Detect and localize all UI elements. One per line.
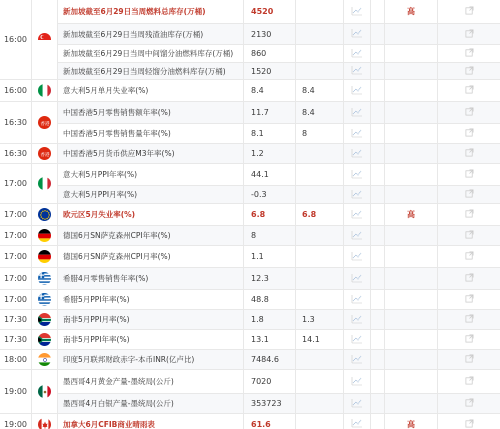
importance-badge [385, 246, 438, 267]
forecast-value [296, 370, 344, 393]
detail-link-cell[interactable] [438, 0, 500, 23]
spacer-cell [371, 330, 385, 349]
event-name[interactable]: 意大利5月单月失业率(%) [58, 80, 244, 101]
importance-badge [385, 144, 438, 163]
actual-value: 61.6 [244, 414, 296, 429]
country-flag-cell [32, 330, 58, 350]
table-row [0, 144, 500, 164]
line-chart-icon[interactable] [351, 273, 363, 285]
table-row [0, 24, 500, 45]
svg-text:香港: 香港 [40, 153, 50, 158]
table-row [0, 246, 500, 268]
event-time: 17:00 [0, 226, 32, 246]
country-flag-cell [32, 204, 58, 226]
event-name[interactable]: 墨西哥4月黄金产量-墨统局(公斤) [58, 370, 244, 393]
svg-text:香港: 香港 [40, 122, 50, 127]
event-name[interactable]: 中国香港5月零售销售量年率(%) [58, 124, 244, 143]
table-row [0, 414, 500, 429]
importance-badge [385, 394, 438, 413]
it-flag-icon [38, 177, 51, 190]
line-chart-icon[interactable] [351, 28, 363, 40]
external-link-icon[interactable] [465, 398, 474, 409]
actual-value: 1.1 [244, 246, 296, 267]
event-time: 17:00 [0, 268, 32, 290]
line-chart-icon[interactable] [351, 107, 363, 119]
event-time: 16:00 [0, 0, 32, 80]
importance-badge [385, 102, 438, 123]
event-name[interactable]: 南非5月PPI年率(%) [58, 330, 244, 349]
importance-badge [385, 226, 438, 245]
forecast-value [296, 0, 344, 23]
event-time: 17:00 [0, 290, 32, 310]
forecast-value [296, 186, 344, 203]
forecast-value: 6.8 [296, 204, 344, 225]
event-name[interactable]: 中国香港5月零售销售额年率(%) [58, 102, 244, 123]
importance-badge [385, 124, 438, 143]
table-row [0, 268, 500, 290]
chart-icon-cell[interactable] [344, 350, 371, 369]
external-link-icon[interactable] [465, 419, 474, 429]
country-flag-cell [32, 350, 58, 370]
event-time: 19:00 [0, 414, 32, 429]
line-chart-icon[interactable] [351, 294, 363, 306]
external-link-icon[interactable] [465, 66, 474, 77]
table-row [0, 45, 500, 63]
country-flag-cell [32, 0, 58, 80]
spacer-cell [371, 144, 385, 163]
table-row [0, 394, 500, 414]
spacer-cell [371, 226, 385, 245]
line-chart-icon[interactable] [351, 148, 363, 160]
external-link-icon[interactable] [465, 314, 474, 325]
importance-badge [385, 290, 438, 309]
actual-value: 44.1 [244, 164, 296, 185]
actual-value: 1.8 [244, 310, 296, 329]
event-name[interactable]: 新加坡截至6月29日当周中间馏分油燃料库存(万桶) [58, 45, 244, 62]
spacer-cell [371, 124, 385, 143]
table-row [0, 0, 500, 24]
detail-link-cell[interactable] [438, 24, 500, 44]
spacer-cell [371, 45, 385, 62]
detail-link-cell[interactable] [438, 290, 500, 309]
country-flag-cell [32, 310, 58, 330]
external-link-icon[interactable] [465, 6, 474, 17]
de-flag-icon [38, 229, 51, 242]
table-row [0, 226, 500, 246]
ca-flag-icon [38, 418, 51, 429]
chart-icon-cell[interactable] [344, 204, 371, 225]
spacer-cell [371, 394, 385, 413]
detail-link-cell[interactable] [438, 80, 500, 101]
chart-icon-cell[interactable] [344, 0, 371, 23]
forecast-value: 8.4 [296, 102, 344, 123]
chart-icon-cell[interactable] [344, 330, 371, 349]
actual-value: 8.4 [244, 80, 296, 101]
detail-link-cell[interactable] [438, 394, 500, 413]
country-flag-cell [32, 246, 58, 268]
detail-link-cell[interactable] [438, 226, 500, 245]
actual-value: 8 [244, 226, 296, 245]
hk-flag-icon [38, 147, 51, 160]
line-chart-icon[interactable] [351, 189, 363, 201]
event-time: 18:00 [0, 350, 32, 370]
table-row [0, 164, 500, 186]
event-time: 16:00 [0, 80, 32, 102]
external-link-icon[interactable] [465, 169, 474, 180]
line-chart-icon[interactable] [351, 48, 363, 60]
spacer-cell [371, 310, 385, 329]
eu-flag-icon [38, 208, 51, 221]
detail-link-cell[interactable] [438, 164, 500, 185]
table-row [0, 102, 500, 124]
external-link-icon[interactable] [465, 334, 474, 345]
spacer-cell [371, 164, 385, 185]
importance-badge [385, 310, 438, 329]
actual-value: 8.1 [244, 124, 296, 143]
line-chart-icon[interactable] [351, 65, 363, 77]
external-link-icon[interactable] [465, 354, 474, 365]
forecast-value [296, 63, 344, 79]
in-flag-icon [38, 353, 51, 366]
event-time: 16:30 [0, 102, 32, 144]
table-row [0, 350, 500, 370]
table-row [0, 204, 500, 226]
external-link-icon[interactable] [465, 107, 474, 118]
chart-icon-cell[interactable] [344, 310, 371, 329]
actual-value: 1.2 [244, 144, 296, 163]
actual-value: 11.7 [244, 102, 296, 123]
detail-link-cell[interactable] [438, 310, 500, 329]
forecast-value [296, 144, 344, 163]
country-flag-cell [32, 102, 58, 144]
table-row [0, 370, 500, 394]
forecast-value [296, 226, 344, 245]
event-name[interactable]: 新加坡截至6月29日当周燃料总库存(万桶) [58, 0, 244, 23]
forecast-value [296, 246, 344, 267]
forecast-value [296, 394, 344, 413]
za-flag-icon [38, 313, 51, 326]
chart-icon-cell[interactable] [344, 370, 371, 393]
line-chart-icon[interactable] [351, 376, 363, 388]
event-name[interactable]: 南非5月PPI月率(%) [58, 310, 244, 329]
detail-link-cell[interactable] [438, 204, 500, 225]
event-time: 17:30 [0, 310, 32, 330]
event-name[interactable]: 墨西哥4月白银产量-墨统局(公斤) [58, 394, 244, 413]
detail-link-cell[interactable] [438, 350, 500, 369]
forecast-value [296, 164, 344, 185]
chart-icon-cell[interactable] [344, 246, 371, 267]
spacer-cell [371, 186, 385, 203]
external-link-icon[interactable] [465, 251, 474, 262]
chart-icon-cell[interactable] [344, 45, 371, 62]
detail-link-cell[interactable] [438, 246, 500, 267]
detail-link-cell[interactable] [438, 124, 500, 143]
external-link-icon[interactable] [465, 273, 474, 284]
forecast-value [296, 350, 344, 369]
actual-value: 4520 [244, 0, 296, 23]
country-flag-cell [32, 370, 58, 414]
forecast-value [296, 45, 344, 62]
actual-value: 1520 [244, 63, 296, 79]
gr-flag-icon [38, 272, 51, 285]
country-flag-cell [32, 164, 58, 204]
actual-value: 48.8 [244, 290, 296, 309]
external-link-icon[interactable] [465, 29, 474, 40]
country-flag-cell [32, 290, 58, 310]
detail-link-cell[interactable] [438, 414, 500, 429]
country-flag-cell [32, 80, 58, 102]
za-flag-icon [38, 333, 51, 346]
event-name[interactable]: 新加坡截至6月29日当周轻馏分油燃料库存(万桶) [58, 63, 244, 79]
event-name[interactable]: 希腊5月PPI年率(%) [58, 290, 244, 309]
event-name[interactable]: 意大利5月PPI年率(%) [58, 164, 244, 185]
chart-icon-cell[interactable] [344, 164, 371, 185]
spacer-cell [371, 350, 385, 369]
importance-badge [385, 63, 438, 79]
forecast-value [296, 290, 344, 309]
forecast-value: 8 [296, 124, 344, 143]
chart-icon-cell[interactable] [344, 186, 371, 203]
external-link-icon[interactable] [465, 48, 474, 59]
line-chart-icon[interactable] [351, 169, 363, 181]
spacer-cell [371, 102, 385, 123]
event-time: 17:00 [0, 246, 32, 268]
country-flag-cell [32, 144, 58, 164]
chart-icon-cell[interactable] [344, 102, 371, 123]
table-row [0, 310, 500, 330]
external-link-icon[interactable] [465, 128, 474, 139]
detail-link-cell[interactable] [438, 370, 500, 393]
importance-badge [385, 268, 438, 289]
mx-flag-icon [38, 385, 51, 398]
forecast-value: 14.1 [296, 330, 344, 349]
event-name[interactable]: 德国6月SN萨克森州CPI月率(%) [58, 246, 244, 267]
importance-badge: 高 [385, 204, 438, 225]
chart-icon-cell[interactable] [344, 63, 371, 79]
table-row [0, 186, 500, 204]
importance-badge [385, 45, 438, 62]
event-time: 16:30 [0, 144, 32, 164]
sg-flag-icon [38, 33, 51, 46]
country-flag-cell [32, 414, 58, 429]
spacer-cell [371, 80, 385, 101]
table-row [0, 63, 500, 80]
spacer-cell [371, 204, 385, 225]
external-link-icon[interactable] [465, 148, 474, 159]
country-flag-cell [32, 226, 58, 246]
actual-value: 353723 [244, 394, 296, 413]
line-chart-icon[interactable] [351, 85, 363, 97]
it-flag-icon [38, 84, 51, 97]
chart-icon-cell[interactable] [344, 24, 371, 44]
table-row [0, 330, 500, 350]
importance-badge: 高 [385, 0, 438, 23]
detail-link-cell[interactable] [438, 330, 500, 349]
forecast-value: 8.4 [296, 80, 344, 101]
event-time: 17:00 [0, 164, 32, 204]
actual-value: 12.3 [244, 268, 296, 289]
event-name[interactable]: 中国香港5月货币供应M3年率(%) [58, 144, 244, 163]
chart-icon-cell[interactable] [344, 290, 371, 309]
external-link-icon[interactable] [465, 209, 474, 220]
hk-flag-icon [38, 116, 51, 129]
chart-icon-cell[interactable] [344, 394, 371, 413]
spacer-cell [371, 414, 385, 429]
event-time: 17:00 [0, 204, 32, 226]
chart-icon-cell[interactable] [344, 268, 371, 289]
chart-icon-cell[interactable] [344, 226, 371, 245]
forecast-value [296, 414, 344, 429]
de-flag-icon [38, 250, 51, 263]
spacer-cell [371, 24, 385, 44]
detail-link-cell[interactable] [438, 186, 500, 203]
actual-value: -0.3 [244, 186, 296, 203]
country-flag-cell [32, 268, 58, 290]
detail-link-cell[interactable] [438, 45, 500, 62]
event-time: 19:00 [0, 370, 32, 414]
external-link-icon[interactable] [465, 294, 474, 305]
line-chart-icon[interactable] [351, 230, 363, 242]
event-name[interactable]: 意大利5月PPI月率(%) [58, 186, 244, 203]
detail-link-cell[interactable] [438, 144, 500, 163]
line-chart-icon[interactable] [351, 334, 363, 346]
importance-badge [385, 164, 438, 185]
external-link-icon[interactable] [465, 376, 474, 387]
event-name[interactable]: 德国6月SN萨克森州CPI年率(%) [58, 226, 244, 245]
event-name[interactable]: 印度5月联邦财政赤字-本币INR(亿卢比) [58, 350, 244, 369]
event-name[interactable]: 加拿大6月CFIB商业晴雨表 [58, 414, 244, 429]
event-name[interactable]: 希腊4月零售销售年率(%) [58, 268, 244, 289]
importance-badge [385, 24, 438, 44]
importance-badge: 高 [385, 414, 438, 429]
spacer-cell [371, 63, 385, 79]
line-chart-icon[interactable] [351, 128, 363, 140]
detail-link-cell[interactable] [438, 63, 500, 79]
actual-value: 6.8 [244, 204, 296, 225]
actual-value: 13.1 [244, 330, 296, 349]
external-link-icon[interactable] [465, 230, 474, 241]
event-time: 17:30 [0, 330, 32, 350]
chart-icon-cell[interactable] [344, 144, 371, 163]
event-name[interactable]: 欧元区5月失业率(%) [58, 204, 244, 225]
table-row [0, 290, 500, 310]
importance-badge [385, 350, 438, 369]
table-row [0, 124, 500, 144]
external-link-icon[interactable] [465, 85, 474, 96]
actual-value: 2130 [244, 24, 296, 44]
spacer-cell [371, 246, 385, 267]
line-chart-icon[interactable] [351, 398, 363, 410]
gr-flag-icon [38, 293, 51, 306]
spacer-cell [371, 370, 385, 393]
importance-badge [385, 186, 438, 203]
detail-link-cell[interactable] [438, 102, 500, 123]
forecast-value [296, 24, 344, 44]
table-row [0, 80, 500, 102]
importance-badge [385, 80, 438, 101]
line-chart-icon[interactable] [351, 354, 363, 366]
external-link-icon[interactable] [465, 189, 474, 200]
actual-value: 860 [244, 45, 296, 62]
event-name[interactable]: 新加坡截至6月29日当周残渣油库存(万桶) [58, 24, 244, 44]
detail-link-cell[interactable] [438, 268, 500, 289]
forecast-value: 1.3 [296, 310, 344, 329]
chart-icon-cell[interactable] [344, 124, 371, 143]
actual-value: 7020 [244, 370, 296, 393]
forecast-value [296, 268, 344, 289]
spacer-cell [371, 290, 385, 309]
line-chart-icon[interactable] [351, 209, 363, 221]
importance-badge [385, 370, 438, 393]
chart-icon-cell[interactable] [344, 80, 371, 101]
line-chart-icon[interactable] [351, 6, 363, 18]
spacer-cell [371, 268, 385, 289]
actual-value: 7484.6 [244, 350, 296, 369]
chart-icon-cell[interactable] [344, 414, 371, 429]
line-chart-icon[interactable] [351, 418, 363, 429]
spacer-cell [371, 0, 385, 23]
line-chart-icon[interactable] [351, 314, 363, 326]
line-chart-icon[interactable] [351, 251, 363, 263]
importance-badge [385, 330, 438, 349]
